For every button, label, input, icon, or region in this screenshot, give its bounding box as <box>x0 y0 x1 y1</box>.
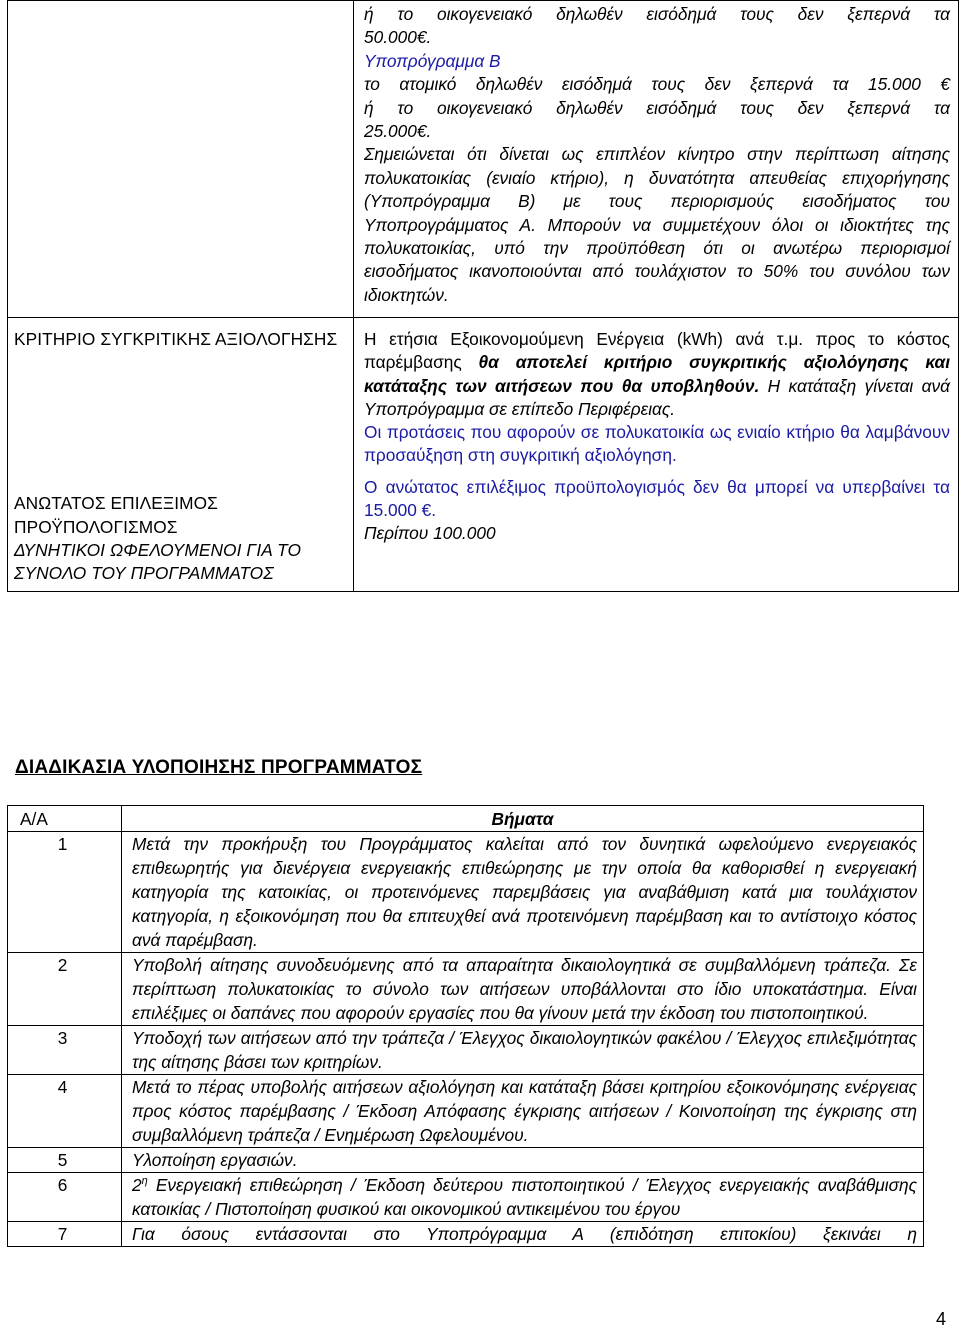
table-row <box>8 953 924 1026</box>
step-text: Υλοποίηση εργασιών. <box>122 1148 924 1173</box>
step-text: Υποβολή αίτησης συνοδευόμενης από τα απαραίτητα δικαιολογητικά σε συμβαλλόμενη τράπεζα. Σε περίπτωση πολυκατοικίας το σύνολο των αιτήσεων υποβάλλονται στο ίδιο υποκατάστημα. Είναι επιλέξιμες οι δαπάνες που αφορούν εργασίες που θα γίνουν μετά την έκδοση του πιστοποιητικού. <box>122 953 924 1026</box>
step-text: Για όσους εντάσσονται στο Υποπρόγραμμα Α (επιδότηση επιτοκίου) ξεκινάει η <box>122 1222 924 1247</box>
step-number: 6 <box>8 1173 122 1222</box>
intro-line-2: 50.000€. <box>364 27 432 48</box>
step-text: Μετά το πέρας υποβολής αιτήσεων αξιολόγηση και κατάταξη βάσει κριτηρίου εξοικονόμησης ενέργειας προς κόστος παρέμβασης / Έκδοση Απόφασης έγκρισης αιτήσεων / Κοινοποίηση της έγκρισης στη συμβαλλόμενη τράπεζα / Ενημέρωση Ωφελουμένου. <box>122 1075 924 1148</box>
intro-line-4: το ατομικό δηλωθέν εισόδημά τους δεν ξεπερνά τα 15.000 € <box>364 74 950 95</box>
budget-label: ΑΝΩΤΑΤΟΣ ΕΠΙΛΕΞΙΜΟΣ ΠΡΟΫΠΟΛΟΓΙΣΜΟΣ <box>14 493 218 537</box>
criteria-labels-cell <box>8 318 354 592</box>
page-number: 4 <box>935 1309 946 1329</box>
step-text: Υποδοχή των αιτήσεων από την τράπεζα / Έλεγχος δικαιολογητικών φακέλου / Έλεγχος επιλεξιμότητας της αίτησης βάσει των κριτηρίων. <box>122 1026 924 1075</box>
table-row <box>8 1148 924 1173</box>
beneficiaries-label-text: ΔΥΝΗΤΙΚΟΙ ΩΦΕΛΟΥΜΕΝΟΙ ΓΙΑ ΤΟ ΣΥΝΟΛΟ ΤΟΥ ΠΡΟΓΡΑΜΜΑΤΟΣ <box>14 539 302 584</box>
criteria-values-cell <box>354 318 959 592</box>
table-row <box>8 1026 924 1075</box>
step-number: 2 <box>8 953 122 1026</box>
step-number: 7 <box>8 1222 122 1247</box>
step-text-ordinal: 2 <box>132 1175 142 1195</box>
step-number: 1 <box>8 832 122 953</box>
income-limits-cell <box>354 1 959 318</box>
criterion-text-part-2: Η κατάταξη γίνεται ανά Υποπρόγραμμα σε επίπεδο Περιφέρειας. <box>364 375 950 419</box>
table-row <box>8 1222 924 1247</box>
apartment-building-note: Σημειώνεται ότι δίνεται ως επιπλέον κίνητρο στην περίπτωση αίτησης πολυκατοικίας (ενιαίο κτήριο), η δυνατότητα απευθείας επιχορήγησης (Υποπρόγραμμα Β) με τους περιορισμούς εισοδήματος του Υποπρογράμματος Α. Μπορούν να συμμετέχουν όλοι οι ιδιοκτήτες της πολυκατοικίας, υπό την προϋπόθεση ότι οι ανωτέρω περιορισμοί εισοδήματος ικανοποιούνται από τουλάχιστον το 50% του συνόλου των ιδιοκτητών. <box>364 144 950 305</box>
intro-line-6: 25.000€. <box>364 121 432 142</box>
step-text-body: Ενεργειακή επιθεώρηση / Έκδοση δεύτερου πιστοποιητικού / Έλεγχος ενεργειακής αναβάθμισης κατοικίας / Πιστοποίηση φυσικού και οικονομικού αντικειμένου του έργου <box>132 1175 917 1219</box>
budget-text: Ο ανώτατος επιλέξιμος προϋπολογισμός δεν θα μπορεί να υπερβαίνει τα 15.000 €. <box>364 476 950 520</box>
step-number: 3 <box>8 1026 122 1075</box>
section-heading: ΔΙΑΔΙΚΑΣΙΑ ΥΛΟΠΟΙΗΣΗΣ ΠΡΟΓΡΑΜΜΑΤΟΣ <box>15 757 423 778</box>
criterion-bonus-text: Οι προτάσεις που αφορούν σε πολυκατοικία ως ενιαίο κτήριο θα λαμβάνουν προσαύξηση στη συγκριτική αξιολόγηση. <box>364 422 950 466</box>
step-text-ordinal-suffix: η <box>141 1175 148 1188</box>
criteria-table <box>7 0 959 592</box>
beneficiaries-label <box>14 539 349 591</box>
step-text: Μετά την προκήρυξη του Προγράμματος καλείται από τον δυνητικά ωφελούμενο ενεργειακός επιθεωρητής για διενέργεια ενεργειακής επιθεώρησης με την οποία θα καθορισθεί η ενεργειακή κατηγορία της κατοικίας, οι προτεινόμενες παρεμβάσεις για αναβάθμιση κατά μια τουλάχιστον κατηγορία, η εξοικονόμηση που θα επιτευχθεί ανά προτεινόμενη παρέμβαση και το αντίστοιχο κόστος ανά παρέμβαση. <box>122 832 924 953</box>
table-row <box>8 832 924 953</box>
criterion-text-bold: θα αποτελεί κριτήριο συγκριτικής αξιολόγησης και κατάταξης των αιτήσεων που θα υποβληθούν. <box>364 352 951 396</box>
col-header-number: Α/Α <box>8 806 122 832</box>
intro-line-5: ή το οικογενειακό δηλωθέν εισόδημά τους δεν ξεπερνά τα <box>364 97 950 118</box>
steps-table-header <box>8 806 924 832</box>
subprogram-b-label: Υποπρόγραμμα Β <box>364 50 501 71</box>
criterion-label: ΚΡΙΤΗΡΙΟ ΣΥΓΚΡΙΤΙΚΗΣ ΑΞΙΟΛΟΓΗΣΗΣ <box>14 329 338 350</box>
step-number: 5 <box>8 1148 122 1173</box>
beneficiaries-text: Περίπου 100.000 <box>364 522 496 543</box>
criterion-text <box>364 328 950 421</box>
col-header-steps: Βήματα <box>122 806 924 832</box>
step-text <box>122 1173 924 1222</box>
criteria-table-empty-label-cell <box>8 1 354 318</box>
step-number: 4 <box>8 1075 122 1148</box>
table-row <box>8 1075 924 1148</box>
table-row <box>8 1173 924 1222</box>
intro-line-1: ή το οικογενειακό δηλωθέν εισόδημά τους δεν ξεπερνά τα <box>364 4 950 24</box>
steps-table <box>7 805 924 1247</box>
criterion-text-part-1: Η ετήσια Εξοικονομούμενη Ενέργεια (kWh) ανά τ.μ. προς το κόστος παρέμβασης <box>364 329 950 373</box>
